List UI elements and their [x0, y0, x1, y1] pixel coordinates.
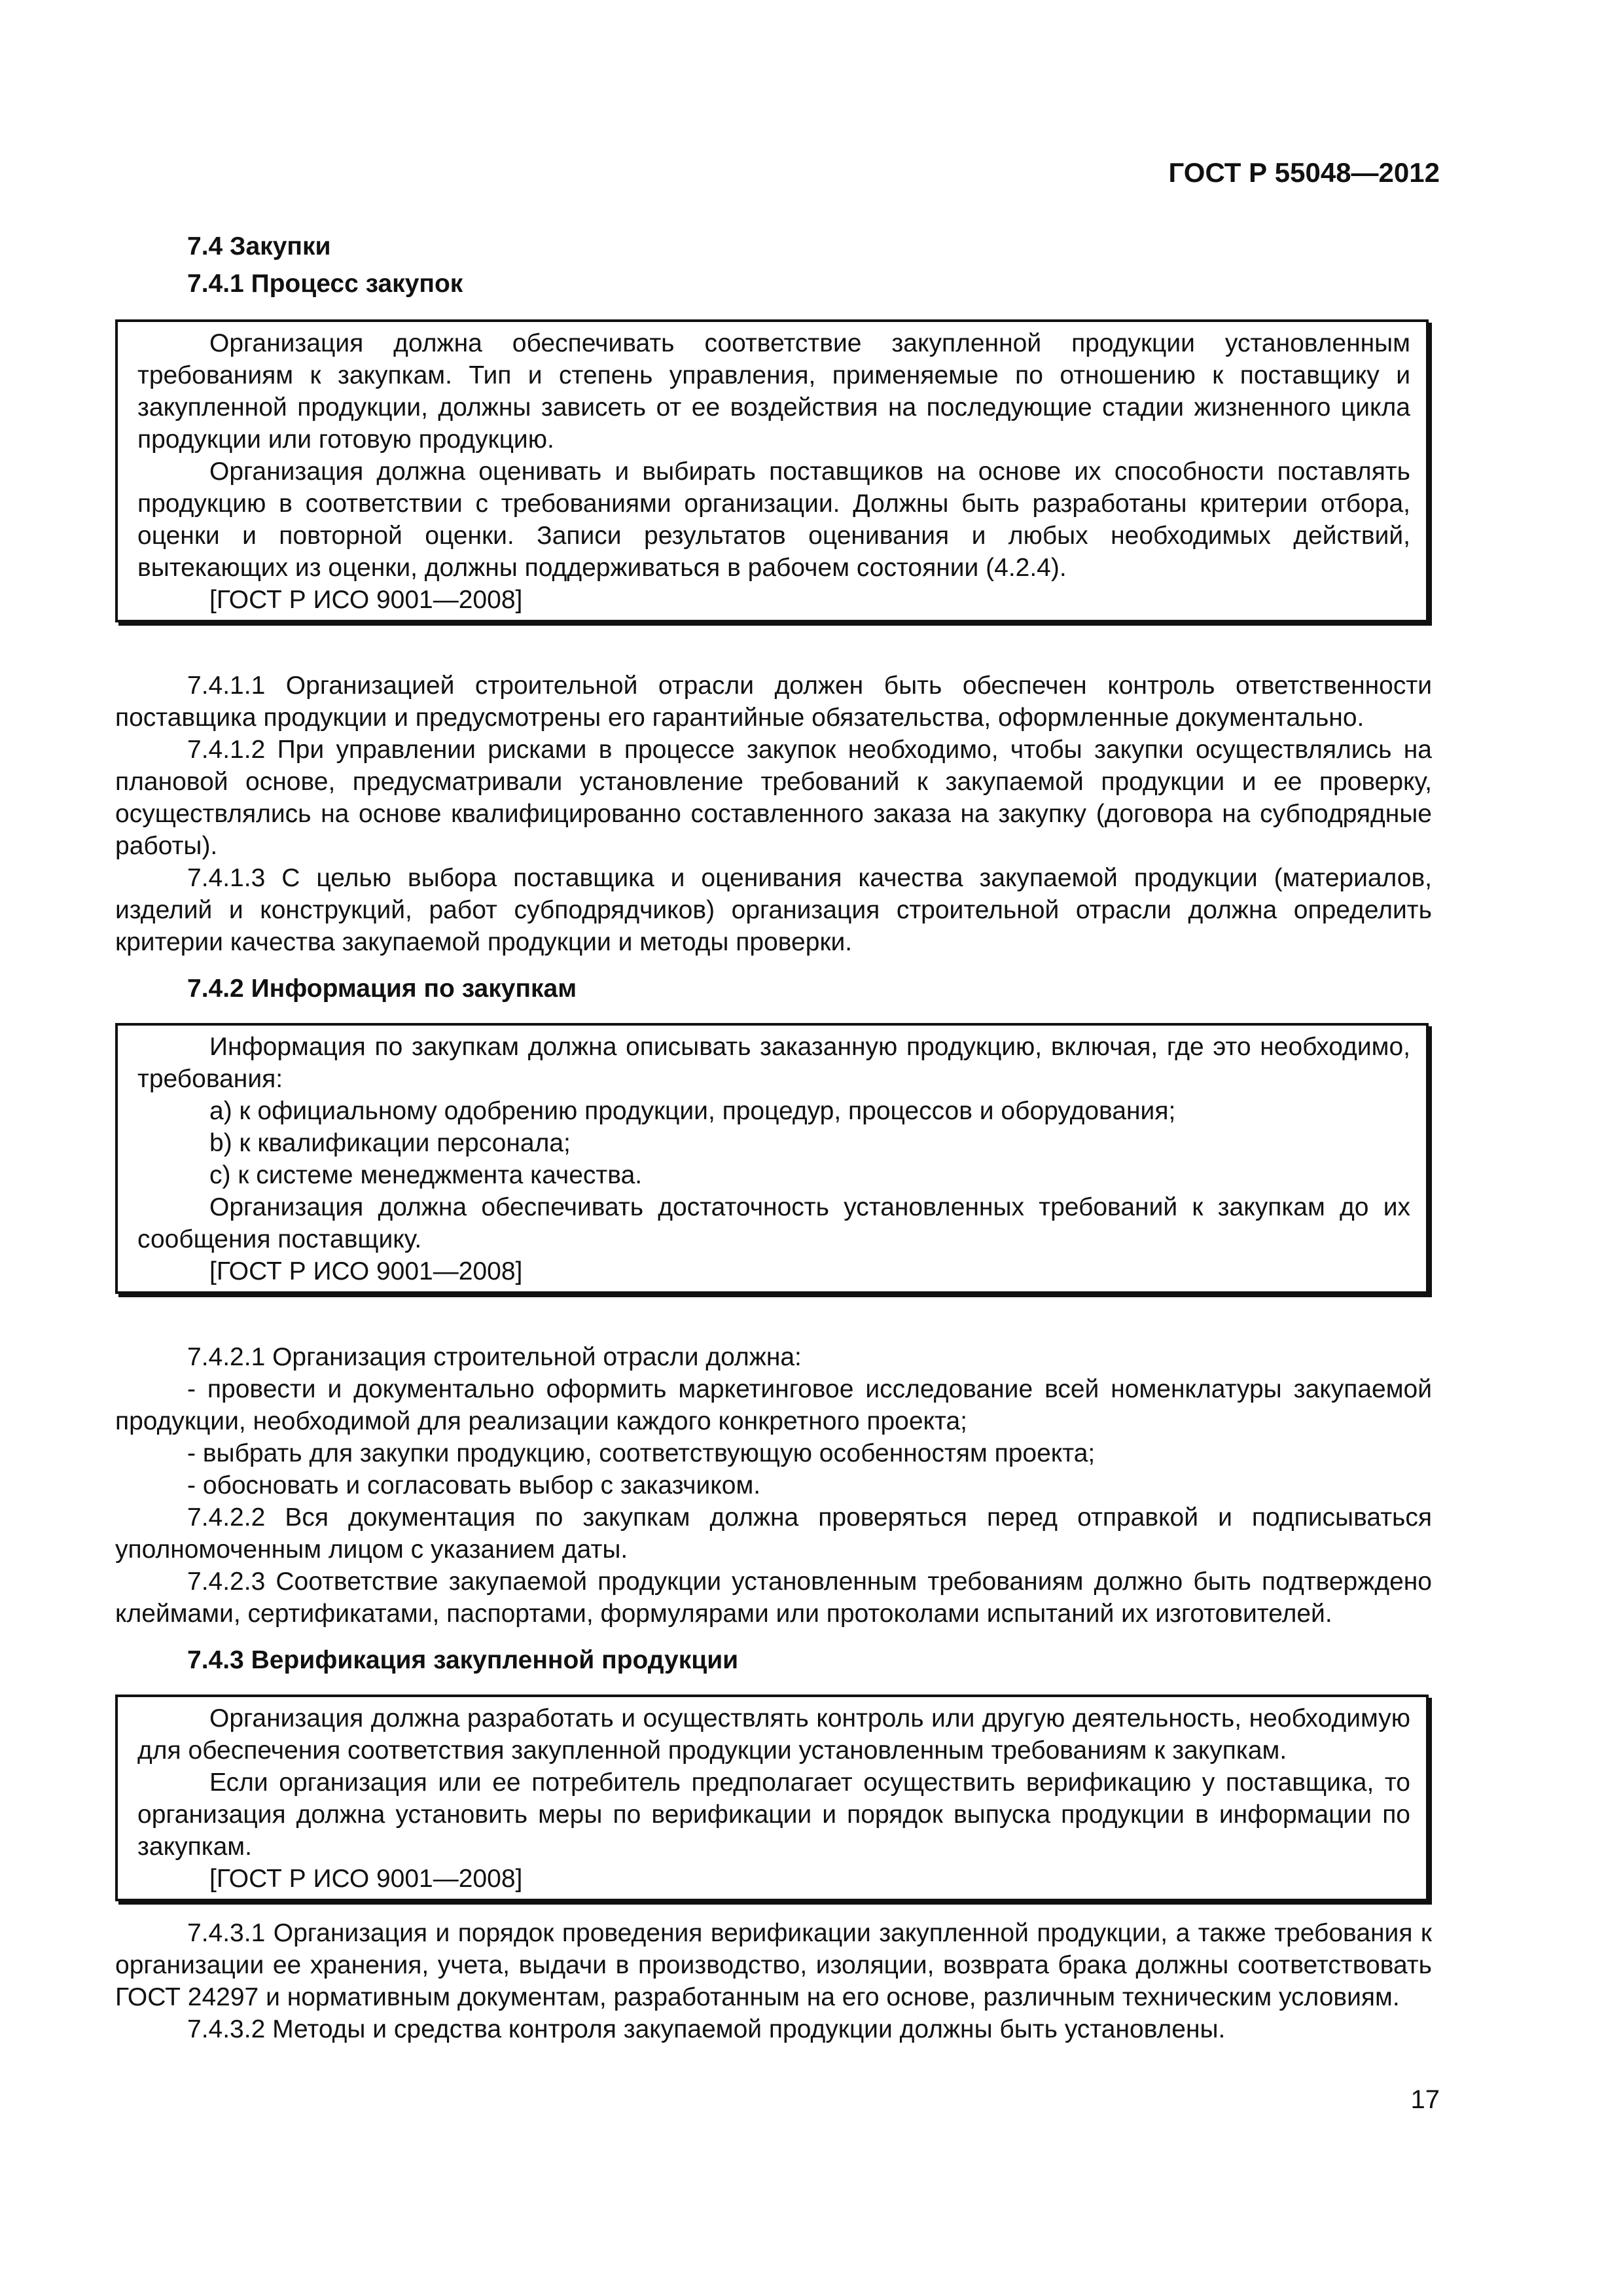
page-number: 17: [1410, 2085, 1440, 2114]
section-heading-7-4: 7.4 Закупки: [187, 232, 331, 260]
clause-7-4-3-2: 7.4.3.2 Методы и средства контроля закупаемой продукции должны быть установлены.: [187, 2015, 1226, 2043]
dash-list-item: - выбрать для закупки продукцию, соответствующую особенностям проекта;: [187, 1439, 1096, 1467]
dash-list-item: - провести и документально оформить маркетинговое исследование всей номенклатуры закупаемой продукции, необходимой для реализации каждого конкретного проекта;: [115, 1375, 1432, 1435]
quote-paragraph: Организация должна оценивать и выбирать поставщиков на основе их способности поставлять продукцию в соответствии с требованиями организации. Должны быть разработаны критерии отбора, оценки и повторной оценки. Записи результатов оценивания и любых необходимых действий, вытекающих из оценки, должны поддерживаться в рабочем состоянии (4.2.4).: [137, 457, 1410, 582]
clause-7-4-1-2: 7.4.1.2 При управлении рисками в процессе закупок необходимо, чтобы закупки осуществлялись на плановой основе, предусматривали установление требований к закупаемой продукции и ее проверку, осуществлялись на основе квалифицированно составленного заказа на закупку (договора на субподрядные работы).: [115, 736, 1432, 860]
subsection-heading-7-4-1: 7.4.1 Процесс закупок: [187, 270, 463, 298]
quote-paragraph: Организация должна обеспечивать достаточность установленных требований к закупкам до их сообщения поставщику.: [137, 1193, 1410, 1253]
clause-7-4-2-2: 7.4.2.2 Вся документация по закупкам должна проверяться перед отправкой и подписываться уполномоченным лицом с указанием даты.: [115, 1503, 1432, 1564]
clause-7-4-2-1: 7.4.2.1 Организация строительной отрасли должна:: [187, 1343, 802, 1371]
quote-list-item: b) к квалификации персонала;: [209, 1129, 571, 1157]
clause-7-4-1-3: 7.4.1.3 С целью выбора поставщика и оценивания качества закупаемой продукции (материалов, изделий и конструкций, работ субподрядчиков) организация строительной отрасли должна определить критерии качества закупаемой продукции и методы проверки.: [115, 864, 1432, 956]
clause-7-4-3-1: 7.4.3.1 Организация и порядок проведения верификации закупленной продукции, а также требования к организации ее хранения, учета, выдачи в производство, изоляции, возврата брака должны соответствовать ГОСТ 24297 и нормативным документам, разработанным на его основе, различным техническим условиям.: [115, 1919, 1432, 2011]
quote-reference: [ГОСТ Р ИСО 9001—2008]: [209, 1865, 523, 1893]
subsection-heading-7-4-2: 7.4.2 Информация по закупкам: [187, 975, 577, 1003]
clause-7-4-2-3: 7.4.2.3 Соответствие закупаемой продукции установленным требованиям должно быть подтверждено клеймами, сертификатами, паспортами, формулярами или протоколами испытаний их изготовителей.: [115, 1568, 1432, 1628]
document-body: [115, 230, 1432, 2045]
dash-list-item: - обосновать и согласовать выбор с заказчиком.: [187, 1471, 761, 1499]
iso-quote-box-7-4-2: [115, 1023, 1429, 1294]
quote-paragraph: Организация должна разработать и осуществлять контроль или другую деятельность, необходимую для обеспечения соответствия закупленной продукции установленным требованиям к закупкам.: [137, 1704, 1410, 1765]
quote-paragraph: Организация должна обеспечивать соответствие закупленной продукции установленным требованиям к закупкам. Тип и степень управления, применяемые по отношению к поставщику и закупленной продукции, должны зависеть от ее воздействия на последующие стадии жизненного цикла продукции или готовую продукцию.: [137, 329, 1410, 454]
document-designation: ГОСТ Р 55048—2012: [1168, 157, 1440, 188]
iso-quote-box-7-4-1: [115, 319, 1429, 622]
iso-quote-box-7-4-3: [115, 1695, 1429, 1901]
quote-list-item: c) к системе менеджмента качества.: [209, 1161, 643, 1189]
quote-paragraph: Если организация или ее потребитель предполагает осуществить верификацию у поставщика, то организация должна установить меры по верификации и порядок выпуска продукции в информации по закупкам.: [137, 1768, 1410, 1861]
quote-reference: [ГОСТ Р ИСО 9001—2008]: [209, 1257, 523, 1285]
quote-reference: [ГОСТ Р ИСО 9001—2008]: [209, 586, 523, 614]
clause-7-4-1-1: 7.4.1.1 Организацией строительной отрасли должен быть обеспечен контроль ответственности поставщика продукции и предусмотрены его гарантийные обязательства, оформленные документально.: [115, 672, 1432, 732]
quote-paragraph: Информация по закупкам должна описывать заказанную продукцию, включая, где это необходимо, требования:: [137, 1033, 1410, 1093]
quote-list-item: a) к официальному одобрению продукции, процедур, процессов и оборудования;: [209, 1097, 1176, 1125]
subsection-heading-7-4-3: 7.4.3 Верификация закупленной продукции: [187, 1646, 739, 1674]
